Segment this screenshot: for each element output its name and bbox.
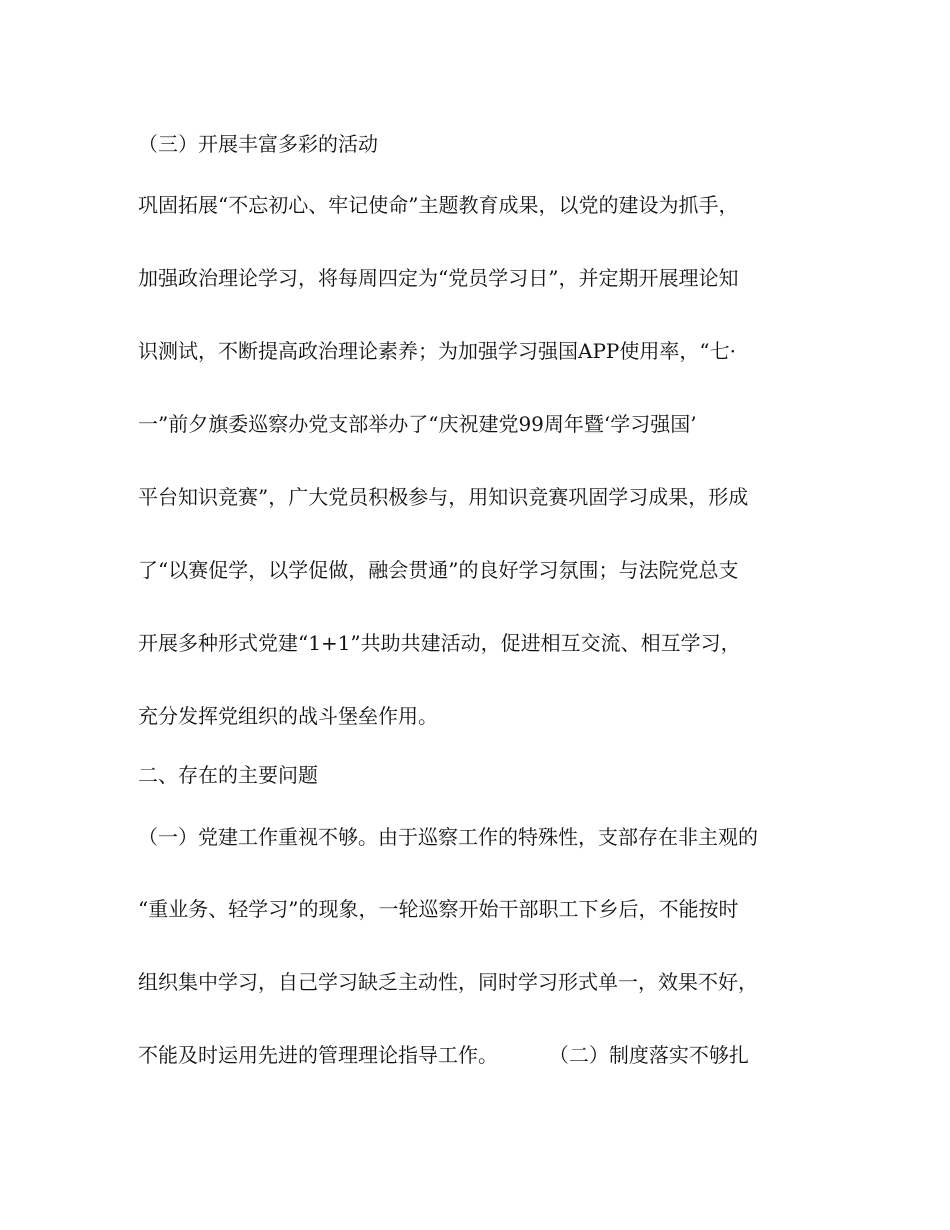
paragraph-line: 识测试，不断提高政治理论素养；为加强学习强国APP使用率，“七·	[138, 339, 736, 363]
section-heading-activities: （三）开展丰富多彩的活动	[138, 132, 378, 156]
paragraph-line: 平台知识竞赛”，广大党员积极参与，用知识竞赛巩固学习成果，形成	[138, 485, 749, 509]
paragraph-line: 了“以赛促学，以学促做，融会贯通”的良好学习氛围；与法院党总支	[138, 558, 739, 582]
section-heading-problems: 二、存在的主要问题	[138, 763, 318, 787]
paragraph-line: 充分发挥党组织的战斗堡垒作用。	[138, 704, 438, 728]
paragraph-line: 巩固拓展“不忘初心、牢记使命”主题教育成果，以党的建设为抓手，	[138, 193, 739, 217]
paragraph-line: 开展多种形式党建“1+1”共助共建活动，促进相互交流、相互学习，	[138, 631, 741, 655]
paragraph-line: 加强政治理论学习，将每周四定为“党员学习日”，并定期开展理论知	[138, 266, 739, 290]
paragraph-line: “重业务、轻学习”的现象，一轮巡察开始干部职工下乡后，不能按时	[138, 897, 739, 921]
paragraph-line: （一）党建工作重视不够。由于巡察工作的特殊性，支部存在非主观的	[138, 825, 758, 849]
paragraph-line: 组织集中学习，自己学习缺乏主动性，同时学习形式单一，效果不好，	[138, 970, 758, 994]
paragraph-line: 一”前夕旗委巡察办党支部举办了“庆祝建党99周年暨‘学习强国’	[138, 412, 697, 436]
paragraph-line: 不能及时运用先进的管理理论指导工作。 （二）制度落实不够扎	[138, 1043, 749, 1067]
